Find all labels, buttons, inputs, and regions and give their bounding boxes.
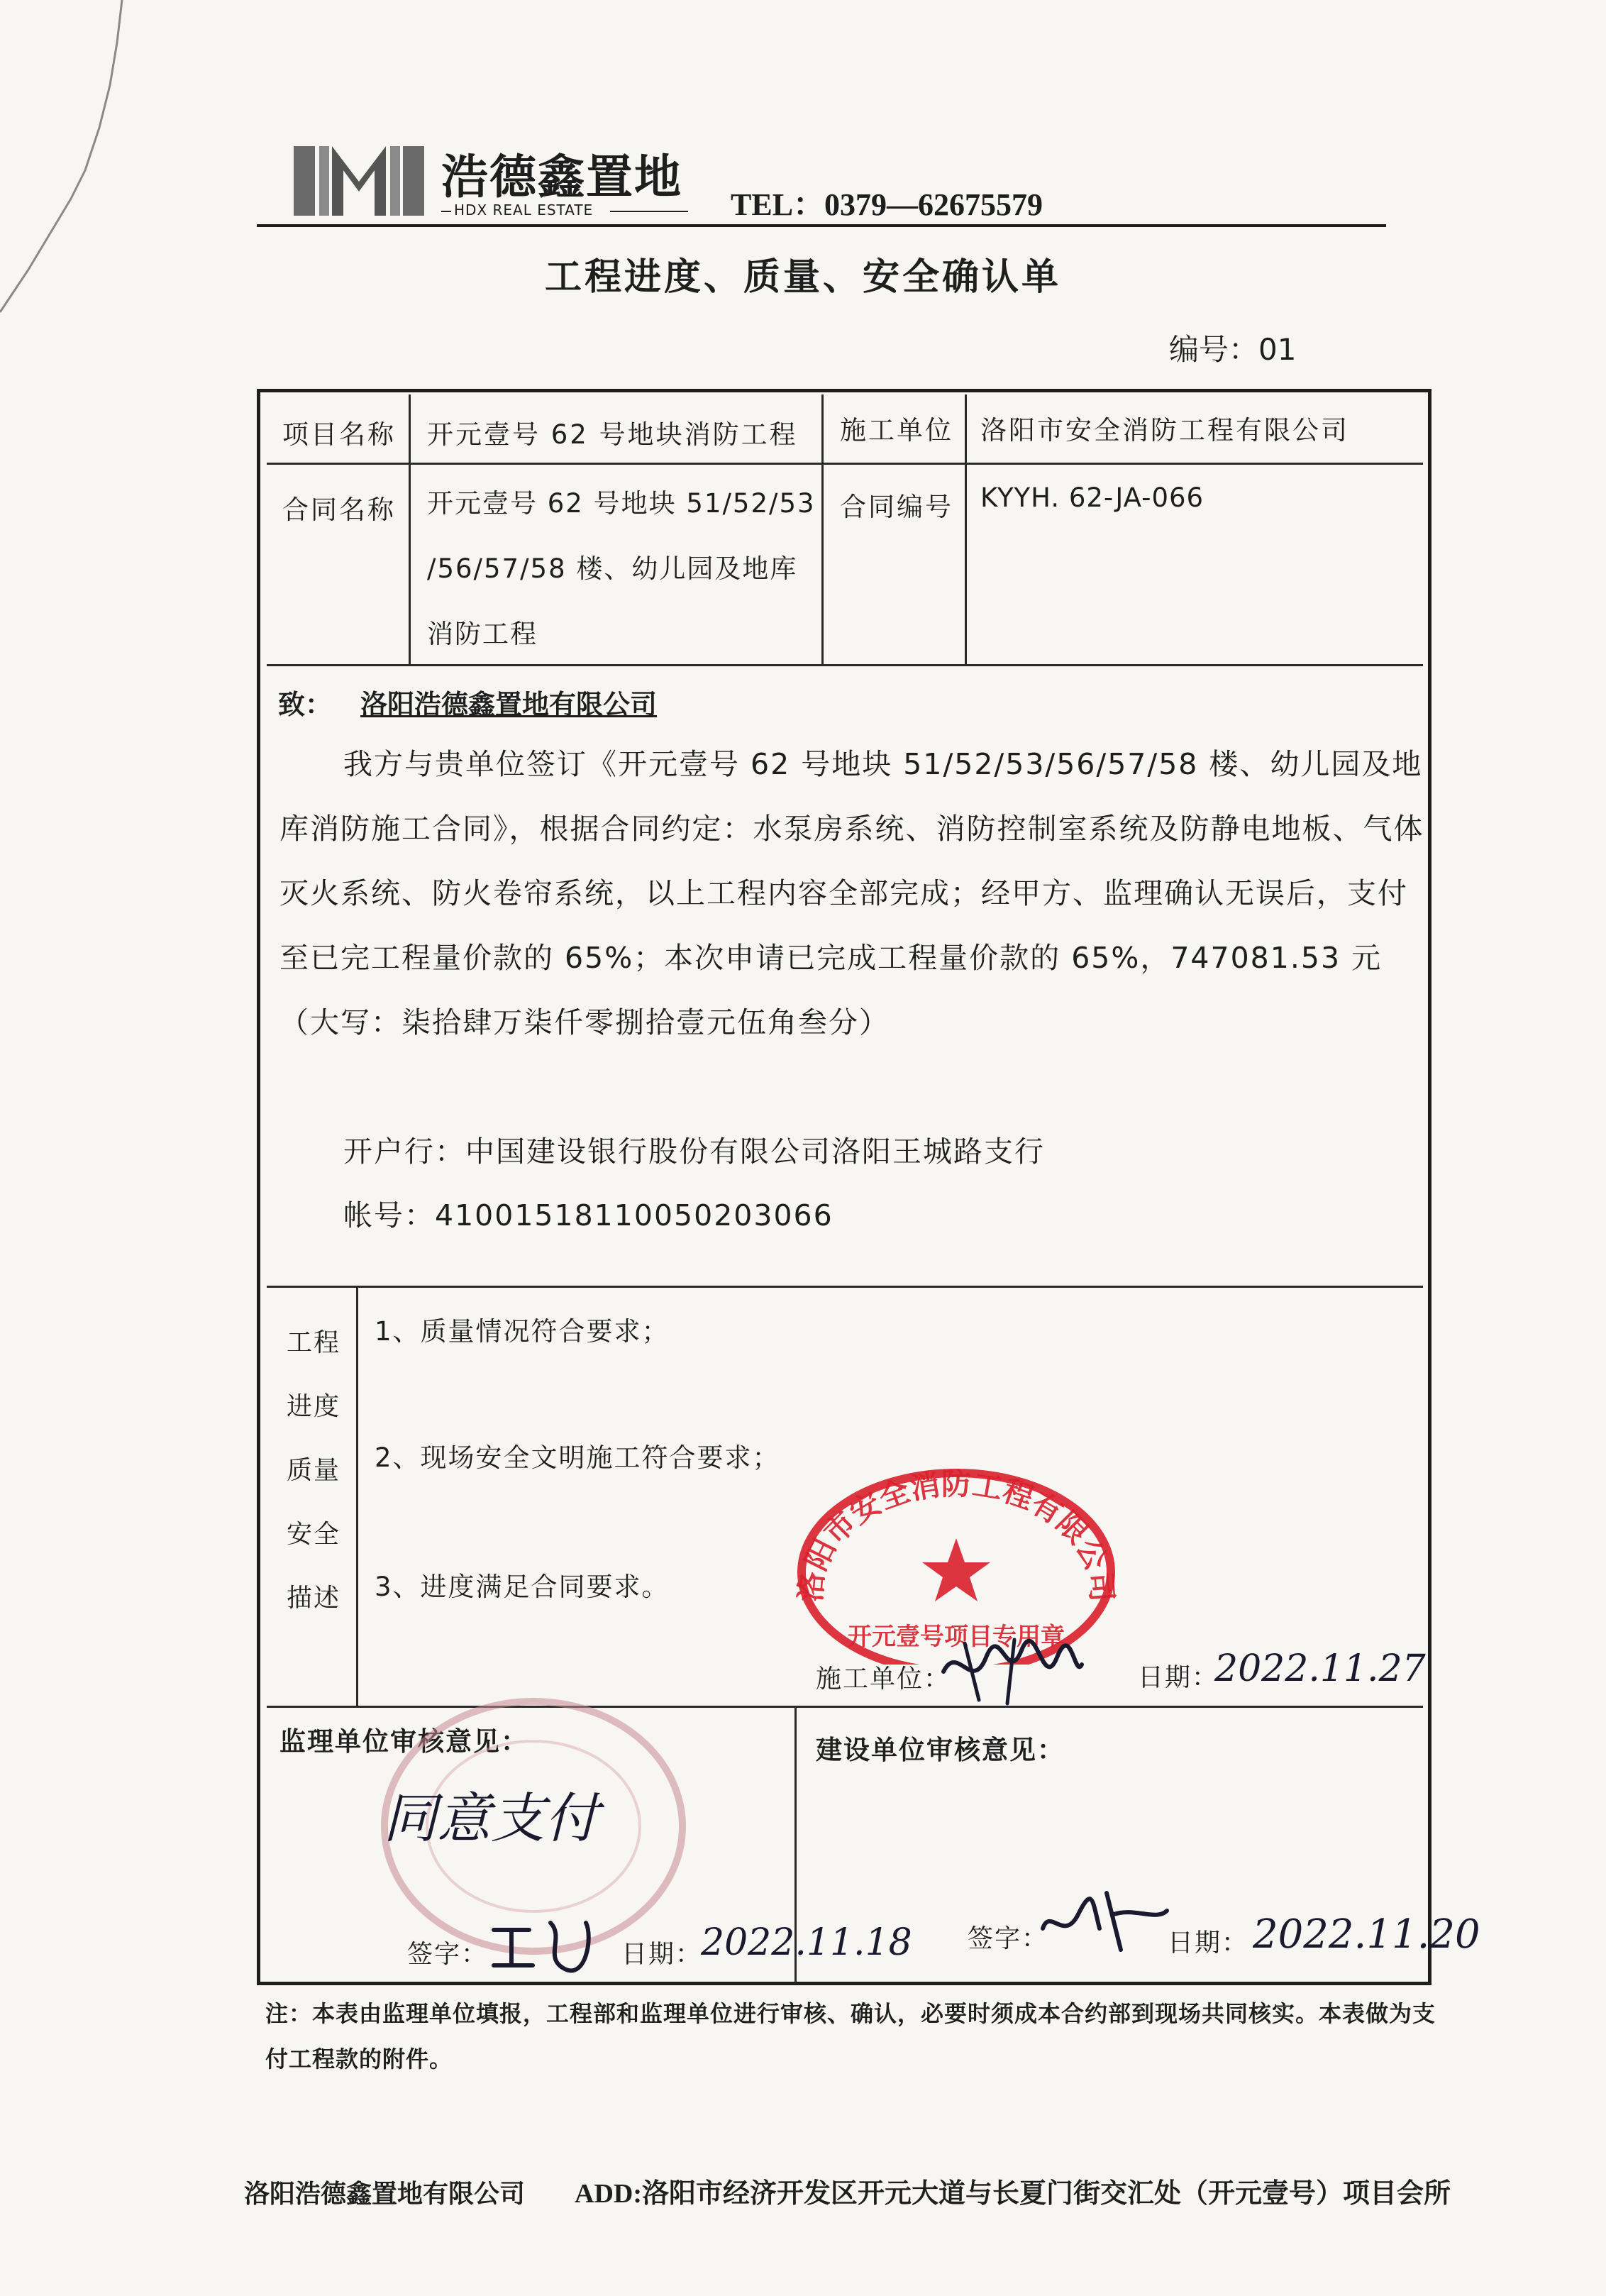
document-number-label: 编号：	[1169, 332, 1259, 367]
supervisor-date-label: 日期：	[621, 1940, 703, 1969]
contractor-date-handwritten: 2022.11.27	[1214, 1648, 1426, 1690]
column-divider	[356, 1286, 358, 1706]
footnote: 注：本表由监理单位填报，工程部和监理单位进行审核、确认，必要时须成本合约部到现场共同核实。本表做为支付工程款的附件。	[265, 2000, 1436, 2073]
owner-review-label: 建设单位审核意见：	[816, 1735, 1065, 1765]
telephone: TEL：0379—62675579	[731, 187, 1043, 222]
brand-rule-left	[441, 211, 451, 212]
document-title: 工程进度、质量、安全确认单	[544, 256, 1061, 299]
seal-text: 洛阳市安全消防工程有限公司	[793, 1467, 1119, 1604]
supervisor-review-label: 监理单位审核意见：	[279, 1726, 528, 1757]
description-item-safety: 2、现场安全文明施工符合要求；	[375, 1442, 780, 1473]
account-number: 帐号：41001518110050203066	[343, 1198, 834, 1232]
supervisor-signature	[487, 1909, 600, 1980]
column-divider	[409, 394, 411, 664]
supervisor-opinion-handwritten: 同意支付	[383, 1787, 599, 1850]
logo-icon	[291, 142, 426, 220]
owner-date-label: 日期：	[1168, 1928, 1249, 1958]
footer-company: 洛阳浩德鑫置地有限公司	[244, 2180, 526, 2209]
owner-date-handwritten: 2022.11.20	[1253, 1911, 1480, 1958]
description-item-progress: 3、进度满足合同要求。	[375, 1572, 670, 1602]
contractor-signature	[936, 1629, 1085, 1707]
footer-address: ADD:洛阳市经济开发区开元大道与长夏门街交汇处（开元壹号）项目会所	[575, 2179, 1451, 2209]
footer	[244, 2171, 1451, 2210]
request-body: 我方与贵单位签订《开元壹号 62 号地块 51/52/53/56/57/58 楼、幼儿园及地库消防施工合同》，根据合同约定：水泵房系统、消防控制室系统及防静电地板、气体灭火系统、防火卷帘系统，以上工程内容全部完成；经甲方、监理确认无误后，支付至已完工程量价款的 65%；本次申请已完成工程量价款的 65%，747081.53 元（大写：柒拾肆万柒仟零捌拾壹元伍角叁分）	[279, 747, 1424, 1039]
contract-name-line: 消防工程	[427, 619, 538, 649]
recipient-company: 洛阳浩德鑫置地有限公司	[360, 689, 658, 720]
header-divider	[257, 224, 1386, 227]
contract-name-line: /56/57/58 楼、幼儿园及地库	[427, 553, 798, 584]
contract-number-label: 合同编号	[840, 492, 953, 522]
brand-name-en: HDX REAL ESTATE	[454, 202, 594, 219]
project-name-label: 项目名称	[282, 419, 396, 450]
description-label: 工程 进度 质量 安全 描述	[286, 1328, 340, 1613]
contractor-value: 洛阳市安全消防工程有限公司	[980, 415, 1349, 446]
recipient-label: 致：	[278, 689, 333, 720]
owner-signature	[1036, 1879, 1170, 1957]
supervisor-date-handwritten: 2022.11.18	[701, 1921, 912, 1964]
contract-name-line: 开元壹号 62 号地块 51/52/53	[427, 488, 816, 519]
description-item-quality: 1、质量情况符合要求；	[375, 1316, 670, 1347]
contract-number-value: KYYH. 62-JA-066	[980, 482, 1204, 513]
document-number	[1169, 326, 1296, 369]
column-divider	[965, 394, 967, 664]
project-name-value: 开元壹号 62 号地块消防工程	[427, 419, 798, 450]
brand-rule-right	[610, 211, 688, 212]
owner-sign-label: 签字：	[968, 1924, 1049, 1953]
recipient-line	[278, 683, 657, 722]
bank-name: 开户行：中国建设银行股份有限公司洛阳王城路支行	[343, 1135, 1045, 1169]
contractor-label: 施工单位	[840, 415, 953, 446]
document-number-value: 01	[1258, 332, 1297, 367]
column-divider	[821, 394, 824, 664]
row-divider	[267, 1286, 1423, 1288]
brand-name: 浩德鑫置地	[441, 150, 682, 204]
contract-name-label: 合同名称	[282, 495, 396, 525]
contract-name-value	[427, 471, 817, 667]
row-divider	[267, 463, 1423, 465]
contractor-sign-label: 施工单位：	[816, 1665, 951, 1694]
contractor-date-label: 日期：	[1138, 1663, 1219, 1692]
seal-subtext: 开元壹号项目专用章	[848, 1623, 1065, 1651]
supervisor-sign-label: 签字：	[407, 1940, 489, 1969]
